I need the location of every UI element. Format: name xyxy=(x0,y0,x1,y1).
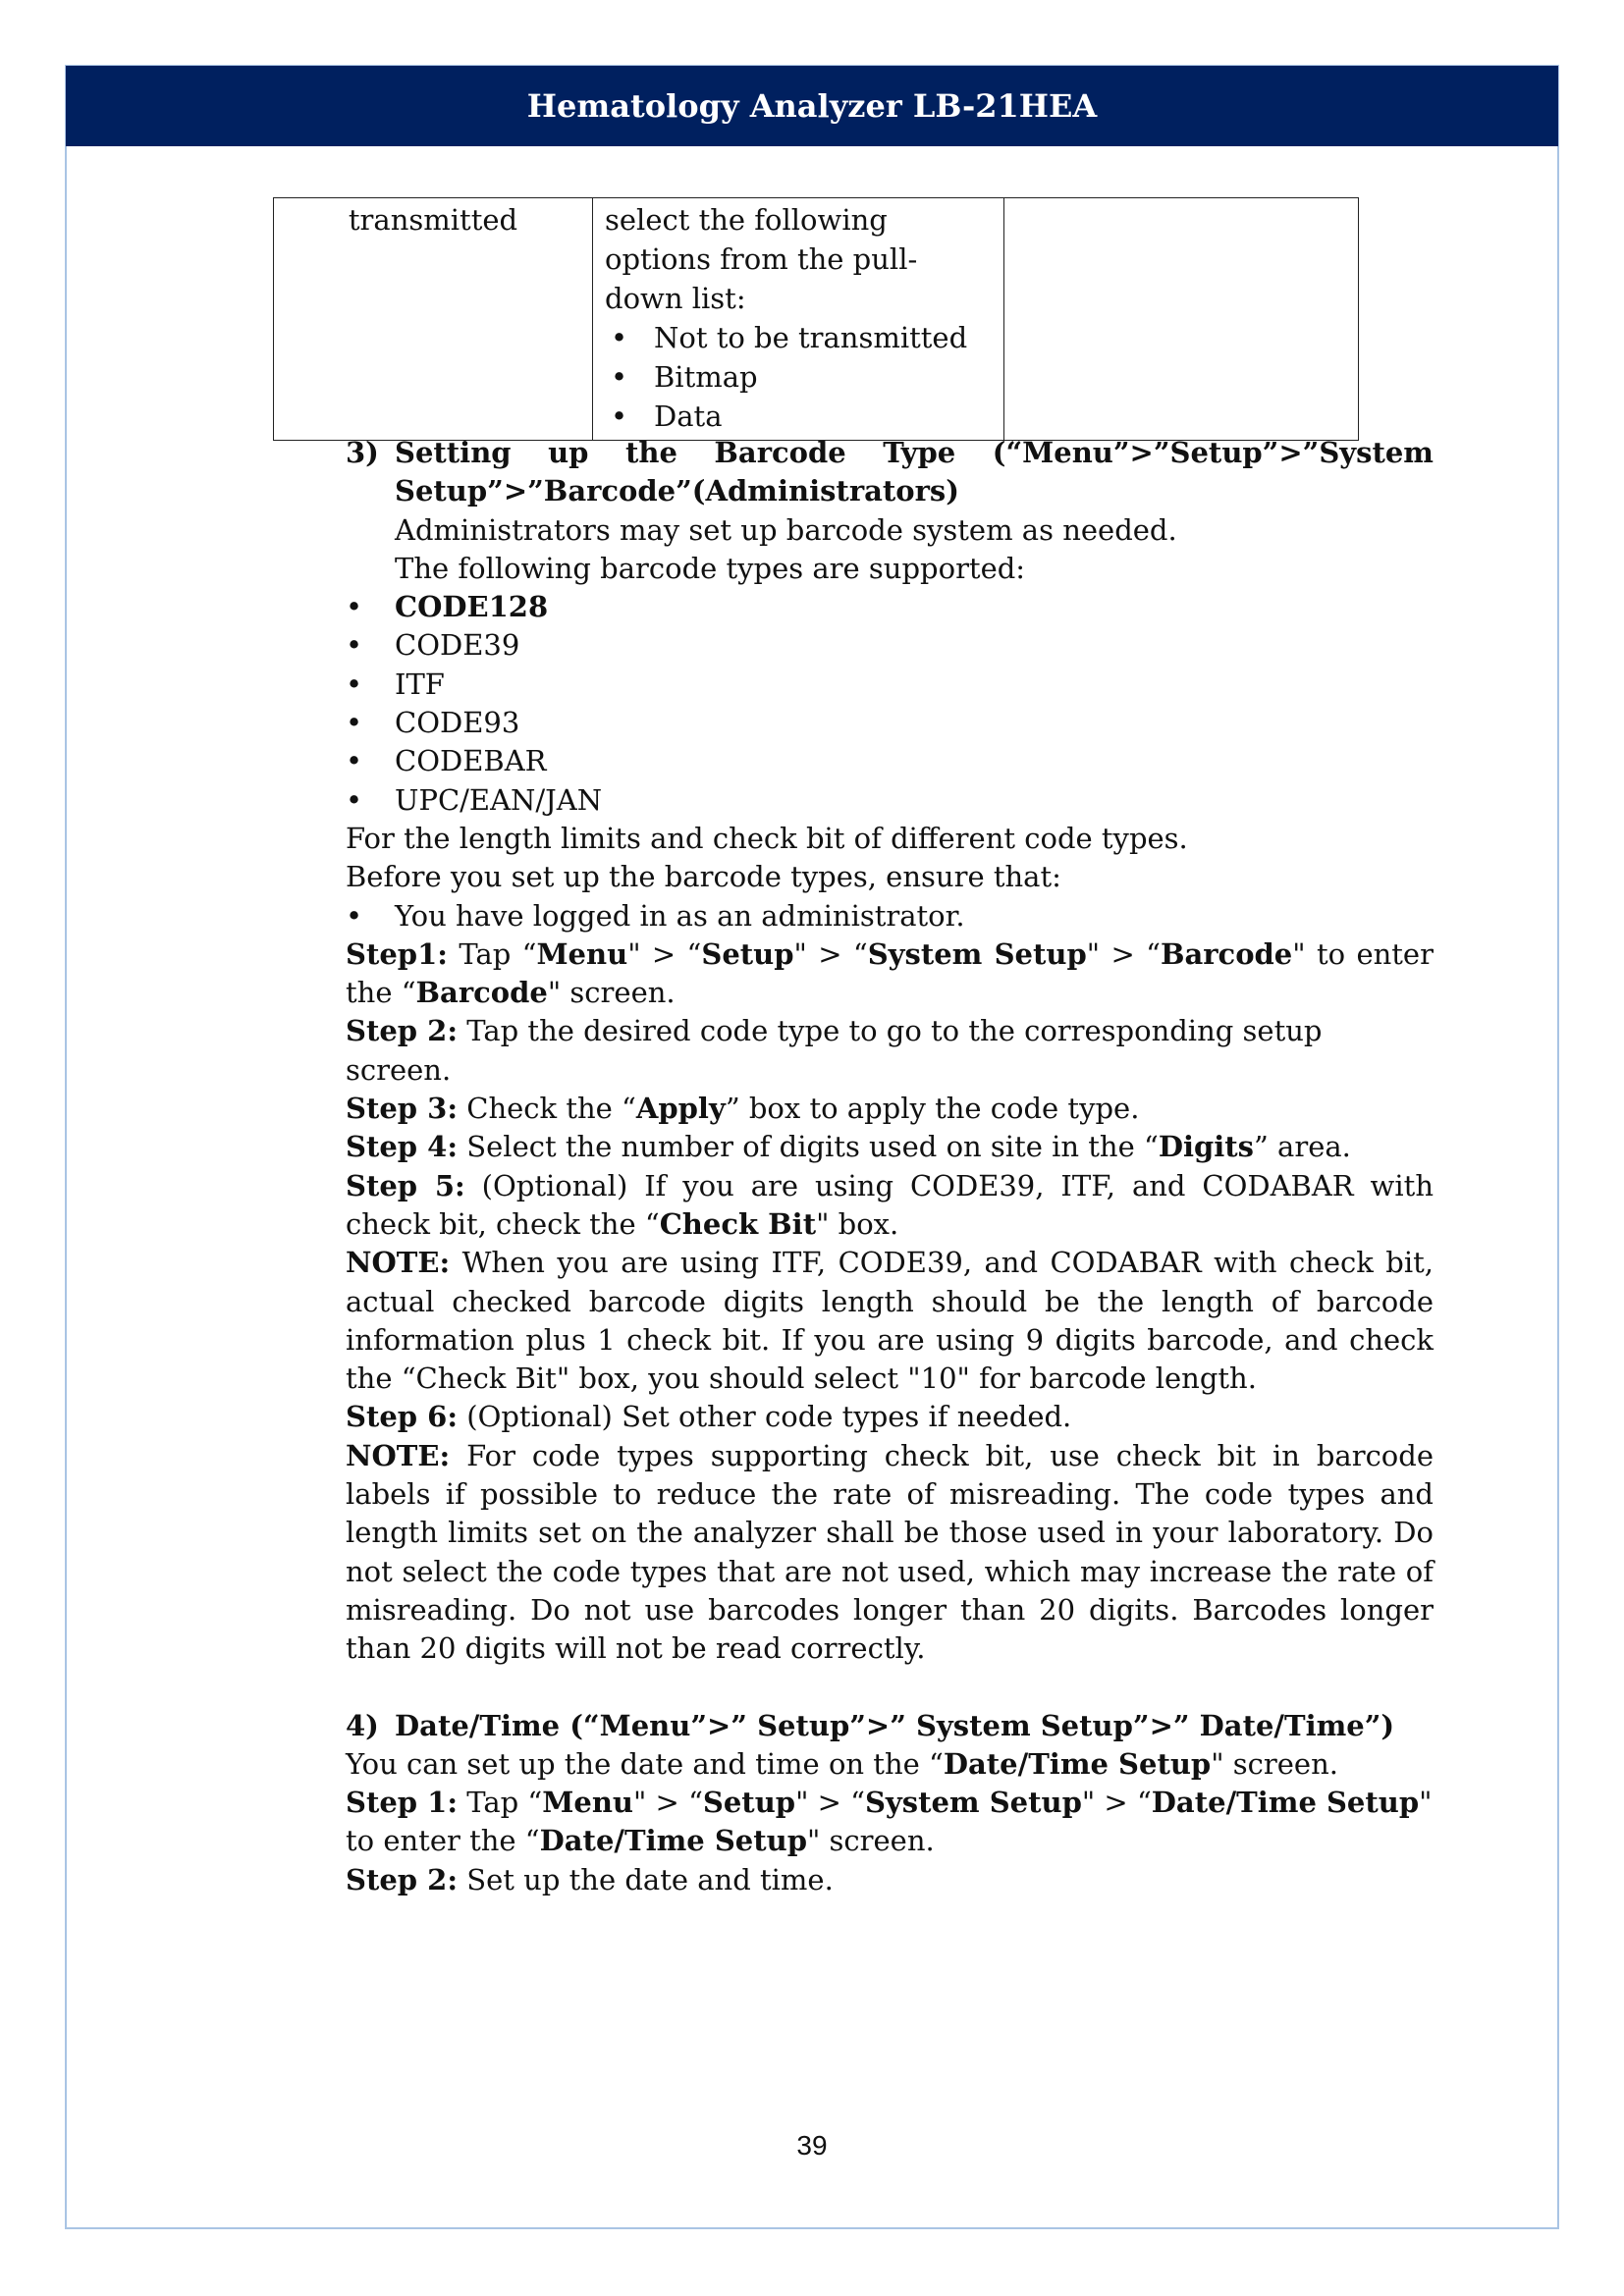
note-paragraph xyxy=(346,1244,1434,1398)
list-item: • Not to be transmitted xyxy=(605,318,992,357)
list-item: • CODE93 xyxy=(346,704,1434,742)
note-label: NOTE: xyxy=(346,1438,451,1472)
step-label: Step 6: xyxy=(346,1400,459,1434)
text-run: Tap “ xyxy=(458,1786,543,1820)
list-item-label: CODE128 xyxy=(395,590,549,624)
options-table xyxy=(273,197,1359,441)
ui-term: Barcode xyxy=(1160,936,1293,971)
text-run: " to enter the “ xyxy=(346,1786,1433,1858)
step-paragraph xyxy=(346,1012,1434,1090)
text-run: (Optional) If you are using CODE39, ITF, and CODABAR with check bit, check the “ xyxy=(346,1168,1434,1241)
step-label: Step 1: xyxy=(346,1786,459,1820)
step-label: Step 5: xyxy=(346,1168,465,1202)
step-paragraph xyxy=(346,1128,1434,1166)
step-paragraph xyxy=(346,1167,1434,1245)
text-run: You can set up the date and time on the “ xyxy=(346,1746,944,1781)
text-run: " > “ xyxy=(633,1786,703,1820)
step-label: Step 4: xyxy=(346,1130,459,1164)
section-title: Setting up the Barcode Type (“Menu”>”Setup”>”System Setup”>”Barcode”(Administrators) xyxy=(395,436,1434,508)
section-title: Date/Time (“Menu”>” Setup”>” System Setup”>” Date/Time”) xyxy=(395,1708,1395,1742)
prerequisite-list xyxy=(346,897,1434,935)
step-label: Step 2: xyxy=(346,1862,459,1896)
main-content xyxy=(346,434,1434,1899)
paragraph: The following barcode types are supported: xyxy=(395,551,1026,585)
text-run: ” area. xyxy=(1254,1130,1351,1164)
ui-term: Date/Time Setup xyxy=(539,1824,807,1858)
text-run: " > “ xyxy=(795,1786,865,1820)
list-item: • Data xyxy=(605,397,992,436)
document-title: Hematology Analyzer LB-21HEA xyxy=(526,87,1098,125)
step-label: Step1: xyxy=(346,936,448,971)
barcode-type-list xyxy=(346,588,1434,820)
step-paragraph xyxy=(346,1398,1434,1436)
ui-term: System Setup xyxy=(864,1786,1082,1820)
section-number: 4) xyxy=(346,1708,379,1742)
ui-term: Date/Time Setup xyxy=(1151,1786,1420,1820)
ui-term: Menu xyxy=(542,1786,633,1820)
paragraph xyxy=(346,1745,1434,1784)
step-paragraph xyxy=(346,935,1434,1013)
text-run: Tap the desired code type to go to the corresponding setup screen. xyxy=(346,1014,1323,1087)
text-run: Tap “ xyxy=(447,936,537,971)
text-run: " > “ xyxy=(1086,936,1161,971)
text-run: " > “ xyxy=(627,936,702,971)
paragraph: Administrators may set up barcode system as needed. xyxy=(395,512,1177,547)
list-item xyxy=(346,588,1434,626)
ui-term: Digits xyxy=(1158,1130,1255,1164)
options-list xyxy=(605,318,992,436)
list-item: • UPC/EAN/JAN xyxy=(346,781,1434,820)
ui-term: Barcode xyxy=(415,976,548,1010)
note-paragraph xyxy=(346,1437,1434,1669)
list-item: • CODEBAR xyxy=(346,742,1434,780)
table-cell: transmitted xyxy=(274,198,593,441)
section-heading xyxy=(346,434,1434,511)
step-label: Step 2: xyxy=(346,1014,459,1048)
text-run: " box. xyxy=(816,1206,899,1241)
text-run: " to enter the “ xyxy=(346,936,1434,1010)
text-run: Set up the date and time. xyxy=(458,1862,834,1896)
text-run: When you are using ITF, CODE39, and CODABAR with check bit, actual checked barcode digits length should be the length of barcode information plus 1 check bit. If you are using 9 digits barcode, and check the “Check Bit" box, you should select "10" for barcode length. xyxy=(346,1246,1434,1396)
ui-term: System Setup xyxy=(867,936,1087,971)
text-run: " screen. xyxy=(1211,1746,1338,1781)
list-item: • Bitmap xyxy=(605,357,992,397)
text-run: " > “ xyxy=(793,936,868,971)
text-run: " > “ xyxy=(1081,1786,1152,1820)
section-heading xyxy=(346,1707,1434,1745)
paragraph: Before you set up the barcode types, ensure that: xyxy=(346,860,1061,894)
step-paragraph xyxy=(346,1861,1434,1899)
table-cell xyxy=(1004,198,1359,441)
ui-term: Menu xyxy=(536,936,628,971)
spacer xyxy=(346,1669,1434,1707)
text-run: (Optional) Set other code types if needed. xyxy=(458,1400,1072,1434)
step-paragraph xyxy=(346,1090,1434,1128)
step-paragraph xyxy=(346,1784,1434,1861)
text-run: For code types supporting check bit, use check bit in barcode labels if possible to reduce the rate of misreading. The code types and length limits set on the analyzer shall be those used in your laboratory. Do not select the code types that are not used, which may increase the rate of misreading. Do not use barcodes longer than 20 digits. Barcodes longer than 20 digits will not be read correctly. xyxy=(346,1438,1434,1666)
paragraph: For the length limits and check bit of different code types. xyxy=(346,821,1188,855)
ui-term: Setup xyxy=(702,1786,796,1820)
ui-term: Setup xyxy=(701,936,794,971)
step-label: Step 3: xyxy=(346,1092,459,1126)
section-number: 3) xyxy=(346,436,379,469)
header-bar xyxy=(66,66,1558,146)
list-item: • ITF xyxy=(346,666,1434,704)
ui-term: Date/Time Setup xyxy=(943,1746,1212,1781)
text-run: Select the number of digits used on site in the “ xyxy=(458,1130,1159,1164)
page-number: 39 xyxy=(796,2130,828,2161)
text-run: " screen. xyxy=(806,1824,935,1858)
ui-term: Check Bit xyxy=(659,1206,817,1241)
ui-term: Apply xyxy=(635,1092,726,1126)
table-row xyxy=(274,198,1359,441)
list-item: • CODE39 xyxy=(346,626,1434,665)
options-intro: select the following options from the pull-down list: xyxy=(605,203,918,315)
table-cell xyxy=(593,198,1004,441)
text-run: Check the “ xyxy=(458,1092,636,1126)
note-label: NOTE: xyxy=(346,1246,451,1280)
list-item: • You have logged in as an administrator. xyxy=(346,897,1434,935)
text-run: ” box to apply the code type. xyxy=(725,1092,1140,1126)
text-run: " screen. xyxy=(547,976,676,1010)
